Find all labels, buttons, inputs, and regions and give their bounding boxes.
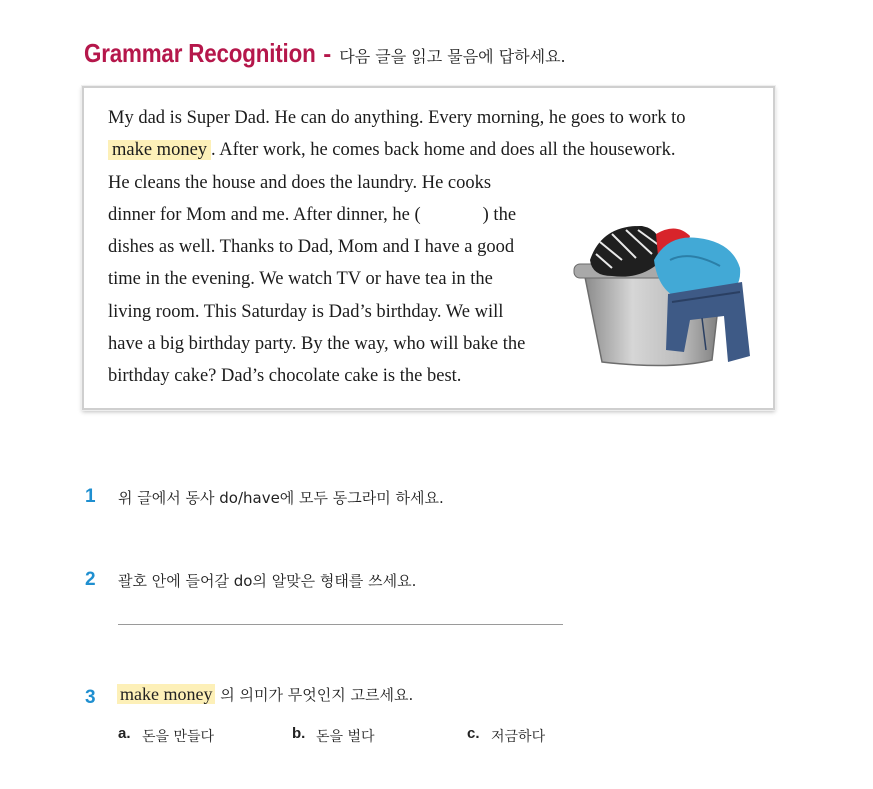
passage-line-8: have a big birthday party. By the way, who will bake the [108, 334, 526, 354]
question-number-3: 3 [85, 687, 96, 708]
passage-line-4-start: dinner for Mom and me. After dinner, he ( [108, 205, 421, 225]
passage-line-2 [108, 140, 675, 161]
passage-line-2-rest: . After work, he comes back home and does all the housework. [211, 140, 676, 160]
passage-line-7: living room. This Saturday is Dad’s birthday. We will [108, 302, 504, 322]
option-letter-b: b. [292, 725, 306, 742]
question-highlight-phrase: make money [117, 684, 215, 704]
passage-line-3: He cleans the house and does the laundry. He cooks [108, 173, 492, 193]
title-dash: - [323, 41, 332, 68]
question-text-2: 괄호 안에 들어갈 do의 알맞은 형태를 쓰세요. [118, 572, 417, 590]
passage-line-4-end: ) the [482, 205, 517, 225]
option-letter-c: c. [467, 725, 480, 742]
instruction-text: 다음 글을 읽고 물음에 답하세요. [339, 47, 566, 66]
passage-line-6: time in the evening. We watch TV or have tea in the [108, 269, 493, 289]
question-number-1: 1 [85, 486, 96, 507]
option-letter-a: a. [118, 725, 131, 742]
question-text-3-rest: 의 의미가 무엇인지 고르세요. [220, 686, 414, 704]
reading-passage-box [82, 86, 775, 410]
page-header [84, 38, 566, 69]
highlighted-phrase: make money [108, 140, 211, 160]
option-c[interactable]: 저금하다 [491, 729, 546, 745]
option-a[interactable]: 돈을 만들다 [142, 729, 215, 745]
laundry-basket-icon [572, 220, 752, 379]
question-number-2: 2 [85, 569, 96, 590]
passage-line-1: My dad is Super Dad. He can do anything. Every morning, he goes to work to [108, 108, 686, 128]
question-text-1: 위 글에서 동사 do/have에 모두 동그라미 하세요. [118, 489, 444, 507]
passage-line-5: dishes as well. Thanks to Dad, Mom and I have a good [108, 237, 515, 257]
question-text-3 [117, 684, 413, 705]
answer-line[interactable] [118, 624, 563, 625]
passage-line-9: birthday cake? Dad’s chocolate cake is the best. [108, 366, 462, 386]
passage-line-4 [108, 205, 516, 226]
option-b[interactable]: 돈을 벌다 [316, 729, 375, 745]
section-title: Grammar Recognition [84, 38, 316, 68]
